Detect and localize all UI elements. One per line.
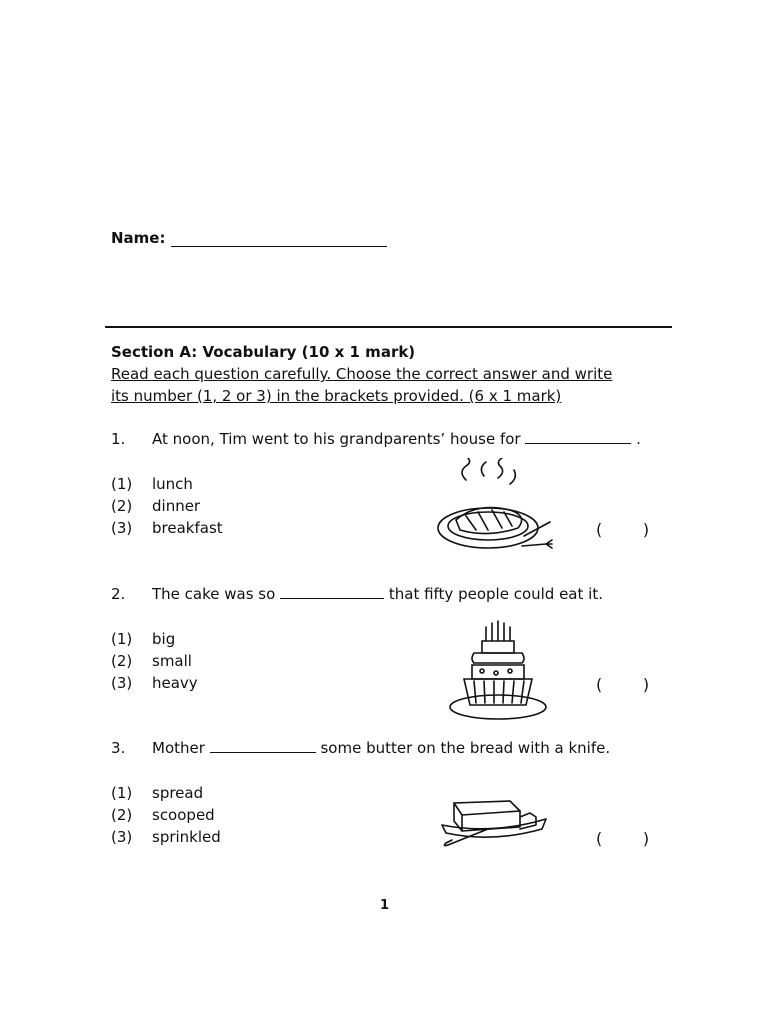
- question-text: [152, 430, 641, 448]
- question-number: 2.: [111, 585, 126, 603]
- option-2: [111, 652, 192, 670]
- question-text: [152, 585, 603, 603]
- name-blank-line[interactable]: [171, 232, 387, 247]
- option-3: [111, 828, 221, 846]
- question-2: [0, 585, 768, 735]
- option-text: scooped: [152, 806, 215, 824]
- plate-of-food-icon: [436, 458, 556, 556]
- option-3: [111, 519, 223, 537]
- option-number: (1): [111, 630, 133, 648]
- option-text: sprinkled: [152, 828, 221, 846]
- option-number: (3): [111, 828, 133, 846]
- option-number: (3): [111, 674, 133, 692]
- question-text-after: some butter on the bread with a knife.: [320, 739, 611, 757]
- question-text-after: that fifty people could eat it.: [388, 585, 603, 603]
- option-1: [111, 784, 203, 802]
- instruction-line-2: its number (1, 2 or 3) in the brackets provided. (6 x 1 mark): [111, 387, 562, 405]
- butter-dish-icon: [436, 789, 552, 855]
- question-text-before: Mother: [152, 739, 205, 757]
- question-text-before: The cake was so: [152, 585, 276, 603]
- answer-bracket[interactable]: ( ): [596, 675, 650, 694]
- option-text: heavy: [152, 674, 198, 692]
- answer-bracket[interactable]: ( ): [596, 520, 650, 539]
- name-label: Name:: [111, 229, 166, 247]
- page-number: 1: [380, 898, 390, 913]
- question-3: [0, 739, 768, 889]
- option-2: [111, 497, 200, 515]
- option-text: spread: [152, 784, 204, 802]
- section-title: Section A: Vocabulary (10 x 1 mark): [111, 343, 416, 361]
- option-2: [111, 806, 215, 824]
- option-number: (2): [111, 497, 133, 515]
- answer-blank[interactable]: [280, 586, 384, 599]
- option-text: small: [152, 652, 192, 670]
- question-number: 1.: [111, 430, 126, 448]
- option-number: (3): [111, 519, 133, 537]
- option-3: [111, 674, 198, 692]
- option-number: (2): [111, 806, 133, 824]
- question-text: [152, 739, 610, 757]
- option-text: breakfast: [152, 519, 223, 537]
- option-number: (1): [111, 784, 133, 802]
- instruction-line-1: Read each question carefully. Choose the correct answer and write: [111, 365, 613, 383]
- birthday-cake-icon: [446, 613, 550, 723]
- option-number: (2): [111, 652, 133, 670]
- answer-blank[interactable]: [525, 431, 631, 444]
- answer-bracket[interactable]: ( ): [596, 829, 650, 848]
- option-number: (1): [111, 475, 133, 493]
- option-1: [111, 475, 193, 493]
- question-number: 3.: [111, 739, 126, 757]
- name-field-row: [111, 229, 387, 247]
- option-text: lunch: [152, 475, 193, 493]
- question-1: [0, 430, 768, 580]
- question-text-after: .: [636, 430, 641, 448]
- option-text: big: [152, 630, 176, 648]
- option-text: dinner: [152, 497, 201, 515]
- horizontal-rule: [105, 326, 672, 328]
- answer-blank[interactable]: [210, 740, 316, 753]
- question-text-before: At noon, Tim went to his grandparents’ house for: [152, 430, 521, 448]
- option-1: [111, 630, 175, 648]
